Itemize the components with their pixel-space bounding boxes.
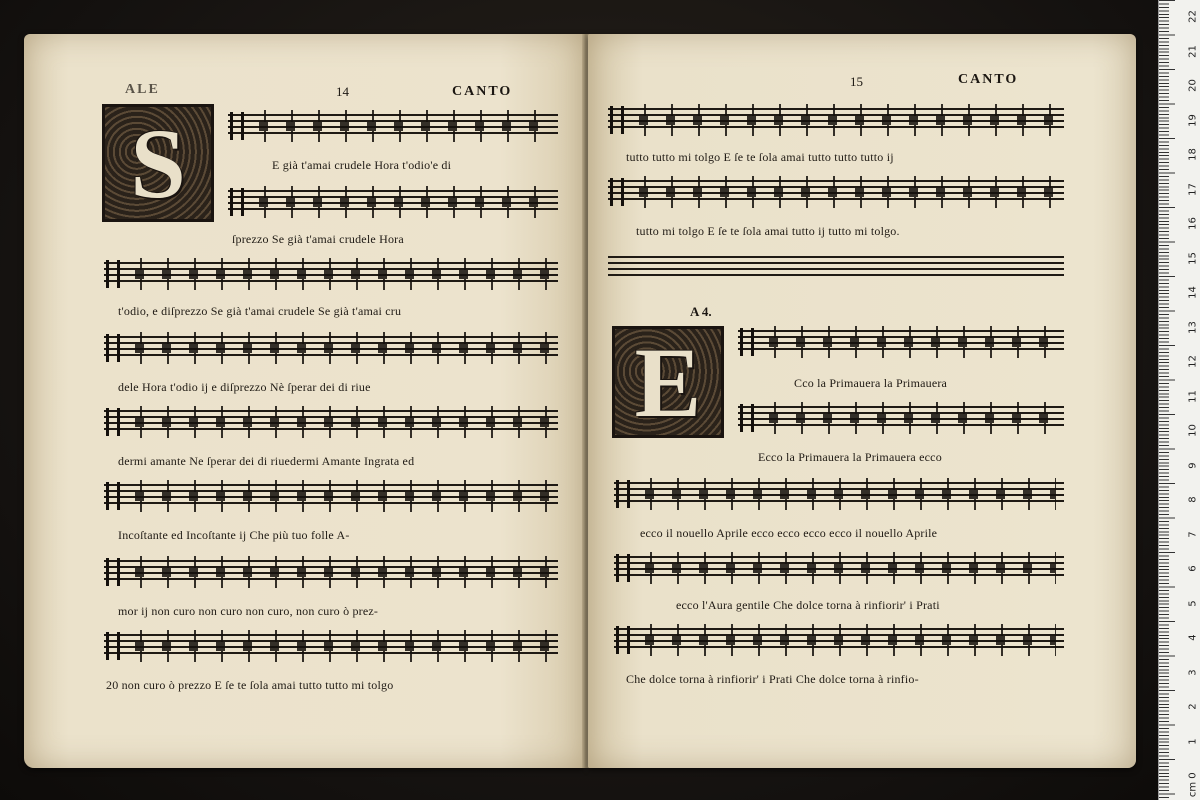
music-staff bbox=[608, 104, 1064, 136]
music-staff bbox=[738, 326, 1064, 358]
lyric-line: ſprezzo Se già t'amai crudele Hora bbox=[232, 232, 404, 246]
music-staff bbox=[104, 406, 558, 438]
lyric-line: mor ij non curo non curo non curo, non curo ò prez- bbox=[118, 604, 379, 618]
music-staff bbox=[228, 110, 558, 142]
right-page-number: 15 bbox=[850, 74, 863, 89]
music-staff bbox=[608, 176, 1064, 208]
lyric-line: ecco l'Aura gentile Che dolce torna à rinfiorir' i Prati bbox=[676, 598, 940, 612]
ruler-label: 17 bbox=[1187, 182, 1199, 196]
music-staff bbox=[104, 258, 558, 290]
ruler-label: 7 bbox=[1187, 530, 1199, 538]
lyric-line: 20 non curo ò prezzo E ſe te ſola amai tutto tutto mi tolgo bbox=[106, 678, 394, 692]
initial-letter-s: S bbox=[130, 107, 186, 219]
ruler-label: 10 bbox=[1187, 424, 1199, 437]
ruler-label: 12 bbox=[1187, 355, 1199, 368]
music-staff bbox=[104, 480, 558, 512]
ruler-label: 16 bbox=[1187, 217, 1199, 230]
initial-letter-e: E bbox=[634, 326, 702, 438]
lyric-line: Ecco la Primauera la Primauera ecco bbox=[758, 450, 942, 464]
ruler-label: 14 bbox=[1187, 286, 1199, 299]
decorated-initial-e bbox=[612, 326, 724, 438]
ruler-label: 22 bbox=[1187, 10, 1199, 23]
measurement-ruler bbox=[1158, 0, 1200, 800]
left-page-number: 14 bbox=[336, 84, 349, 99]
music-staff bbox=[104, 556, 558, 588]
ruler-label: 4 bbox=[1187, 634, 1199, 641]
ruler-label: 15 bbox=[1187, 251, 1199, 265]
lyric-line: dele Hora t'odio ij e diſprezzo Nè ſperar dei di riue bbox=[118, 380, 371, 394]
ruler-label: 2 bbox=[1187, 703, 1199, 710]
lyric-line: Incoſtante ed Incoſtante ij Che più tuo folle A- bbox=[118, 528, 350, 542]
empty-staff bbox=[608, 252, 1064, 284]
music-staff bbox=[104, 332, 558, 364]
lyric-line: tutto tutto mi tolgo E ſe te ſola amai tutto tutto tutto ij bbox=[626, 150, 894, 164]
ruler-label: 3 bbox=[1187, 668, 1199, 676]
signature-mark: A 4. bbox=[690, 304, 712, 319]
music-staff bbox=[614, 552, 1064, 584]
music-staff bbox=[104, 630, 558, 662]
ruler-major-ticks bbox=[1159, 0, 1175, 800]
ruler-label: 11 bbox=[1187, 389, 1199, 403]
ruler-label: 6 bbox=[1187, 565, 1199, 572]
music-staff bbox=[738, 402, 1064, 434]
ruler-label: 0 bbox=[1187, 772, 1199, 779]
ruler-label: 8 bbox=[1187, 496, 1199, 503]
music-staff bbox=[614, 624, 1064, 656]
right-running-head: CANTO bbox=[958, 72, 1019, 87]
left-running-head: CANTO bbox=[452, 84, 513, 99]
ruler-unit-label: cm bbox=[1187, 781, 1199, 798]
ruler-label: 20 bbox=[1187, 79, 1199, 92]
ruler-label: 18 bbox=[1187, 148, 1199, 161]
lyric-line: ecco il nouello Aprile ecco ecco ecco ecco il nouello Aprile bbox=[640, 526, 938, 540]
lyric-line: t'odio, e diſprezzo Se già t'amai crudele Se già t'amai cru bbox=[118, 304, 402, 318]
lyric-line: Cco la Primauera la Primauera bbox=[794, 376, 948, 390]
ruler-label: 13 bbox=[1187, 320, 1199, 334]
ruler-label: 1 bbox=[1187, 737, 1199, 745]
left-ghost-heading: ALE bbox=[125, 82, 160, 97]
ruler-label: 21 bbox=[1187, 44, 1199, 58]
music-staff bbox=[228, 186, 558, 218]
ruler-label: 19 bbox=[1187, 113, 1199, 127]
ruler-label: 5 bbox=[1187, 599, 1199, 607]
lyric-line: Che dolce torna à rinfiorir' i Prati Che dolce torna à rinfio- bbox=[626, 672, 919, 686]
lyric-line: tutto mi tolgo E ſe te ſola amai tutto ij tutto mi tolgo. bbox=[636, 224, 900, 238]
lyric-line: dermi amante Ne ſperar dei di riuedermi Amante Ingrata ed bbox=[118, 454, 415, 468]
lyric-line: E già t'amai crudele Hora t'odio'e di bbox=[272, 158, 452, 172]
ruler-label: 9 bbox=[1187, 461, 1199, 469]
music-staff bbox=[614, 478, 1064, 510]
decorated-initial-s bbox=[102, 104, 214, 222]
